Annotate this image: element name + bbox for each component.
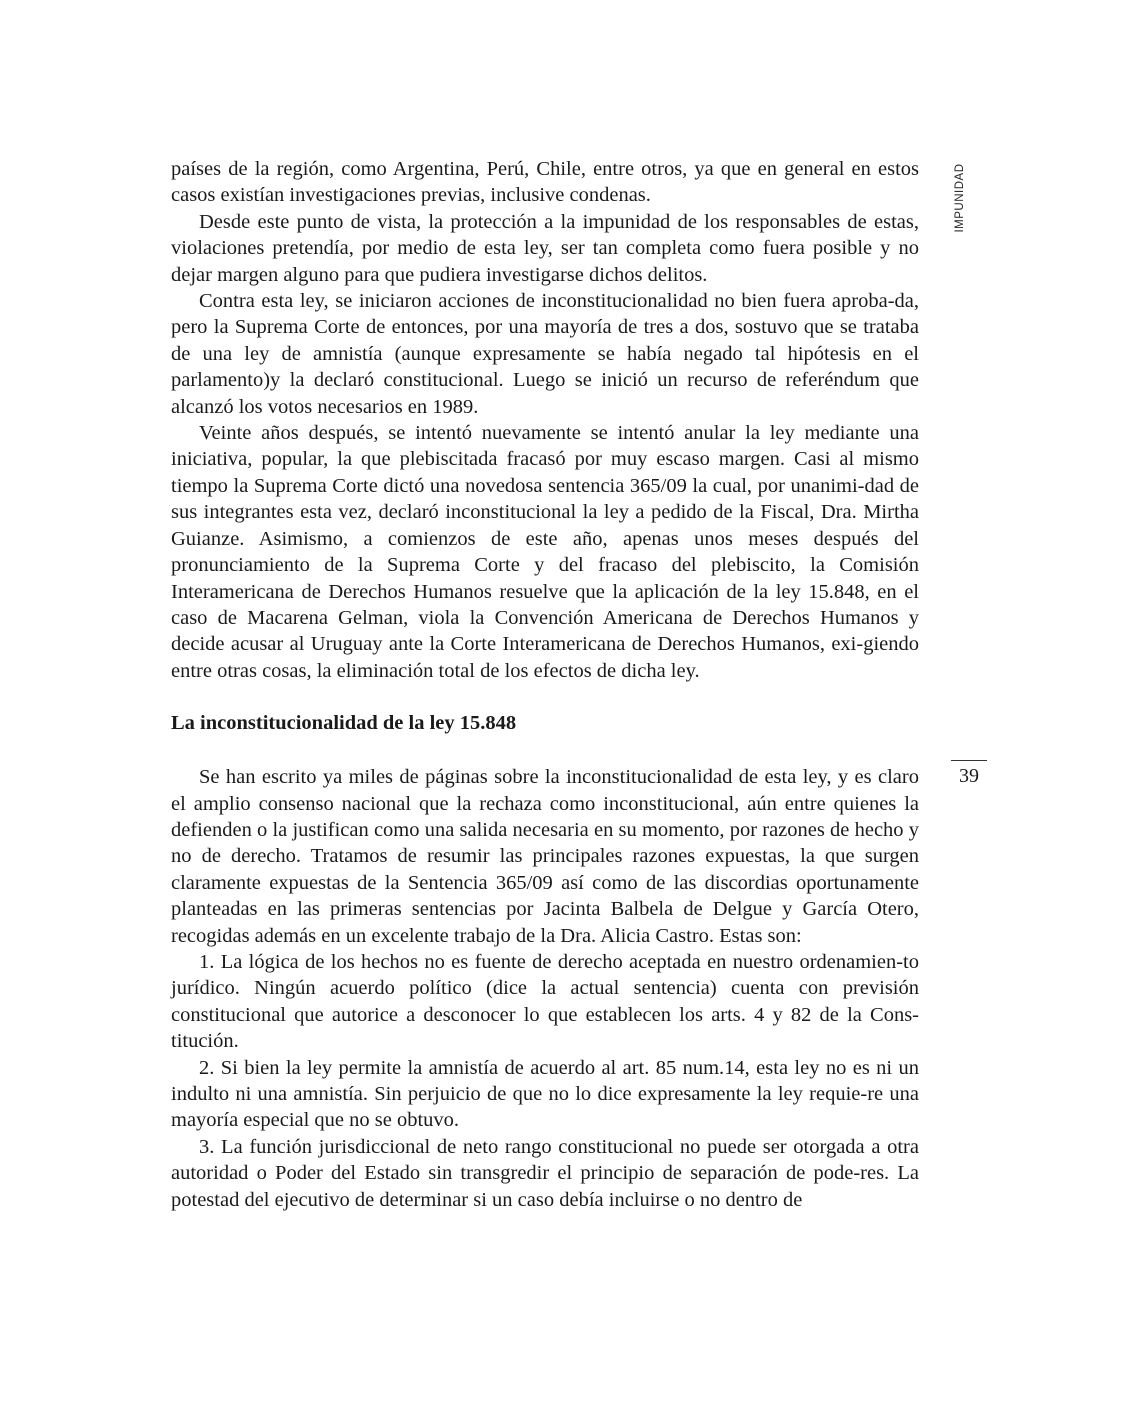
running-head (950, 158, 970, 238)
list-item: 2. Si bien la ley permite la amnistía de acuerdo al art. 85 num.14, esta ley no es ni un indulto ni una amnistía. Sin perjuicio de que no lo dice expresamente la ley requie-re una mayoría especial que no se obtuvo. (171, 1056, 919, 1132)
list-item: 1. La lógica de los hechos no es fuente de derecho aceptada en nuestro ordenamien-to jurídico. Ningún acuerdo político (dice la actual sentencia) cuenta con previsión constitucional que autorice a desconocer lo que establecen los arts. 4 y 82 de la Cons-titución. (171, 950, 919, 1053)
paragraph: Veinte años después, se intentó nuevamente se intentó anular la ley mediante una iniciativa, popular, la que plebiscitada fracasó por muy escaso margen. Casi al mismo tiempo la Suprema Corte dictó una novedosa sentencia 365/09 la cual, por unanimi-dad de sus integrantes esta vez, declaró inconstitucional la ley a pedido de la Fiscal, Dra. Mirtha Guianze. Asimismo, a comienzos de este año, apenas unos meses después del pronunciamiento de la Suprema Corte y del fracaso del plebiscito, la Comisión Interamericana de Derechos Humanos resuelve que la aplicación de la ley 15.848, en el caso de Macarena Gelman, viola la Convención Americana de Derechos Humanos y decide acusar al Uruguay ante la Corte Interamericana de Derechos Humanos, exi-giendo entre otras cosas, la eliminación total de los efectos de dicha ley. (171, 422, 919, 682)
section-heading: La inconstitucionalidad de la ley 15.848 (171, 712, 517, 735)
list-item: 3. La función jurisdiccional de neto rango constitucional no puede ser otorgada a otra autoridad o Poder del Estado sin transgredir el principio de separación de pode-res. La potestad del ejecutivo de determinar si un caso debía incluirse o no dentro de (171, 1135, 919, 1211)
body-text (171, 156, 919, 1213)
page-number: 39 (959, 765, 979, 787)
paragraph: Desde este punto de vista, la protección a la impunidad de los responsables de estas, violaciones pretendía, por medio de esta ley, ser tan completa como fuera posible y no dejar margen alguno para que pudiera investigarse dichos delitos. (171, 210, 919, 286)
paragraph: Contra esta ley, se iniciaron acciones de inconstitucionalidad no bien fuera aproba-da, pero la Suprema Corte de entonces, por una mayoría de tres a dos, sostuvo que se trataba de una ley de amnistía (aunque expresamente se había negado tal hipótesis en el parlamento)y la declaró constitucional. Luego se inició un recurso de referéndum que alcanzó los votos necesarios en 1989. (171, 290, 919, 418)
page-number-rule (951, 760, 987, 761)
paragraph: países de la región, como Argentina, Perú, Chile, entre otros, ya que en general en estos casos existían investigaciones previas, inclusive condenas. (171, 158, 919, 207)
running-head-text: IMPUNIDAD (954, 163, 966, 233)
paragraph: Se han escrito ya miles de páginas sobre la inconstitucionalidad de esta ley, y es claro el amplio consenso nacional que la rechaza como inconstitucional, aún entre quienes la defienden o la justifican como una salida necesaria en su momento, por razones de hecho y no de derecho. Tratamos de resumir las principales razones expuestas, la que surgen claramente expuestas de la Sentencia 365/09 así como de las discordias oportunamente planteadas en las primeras sentencias por Jacinta Balbela de Delgue y García Otero, recogidas además en un excelente trabajo de la Dra. Alicia Castro. Estas son: (171, 766, 919, 947)
